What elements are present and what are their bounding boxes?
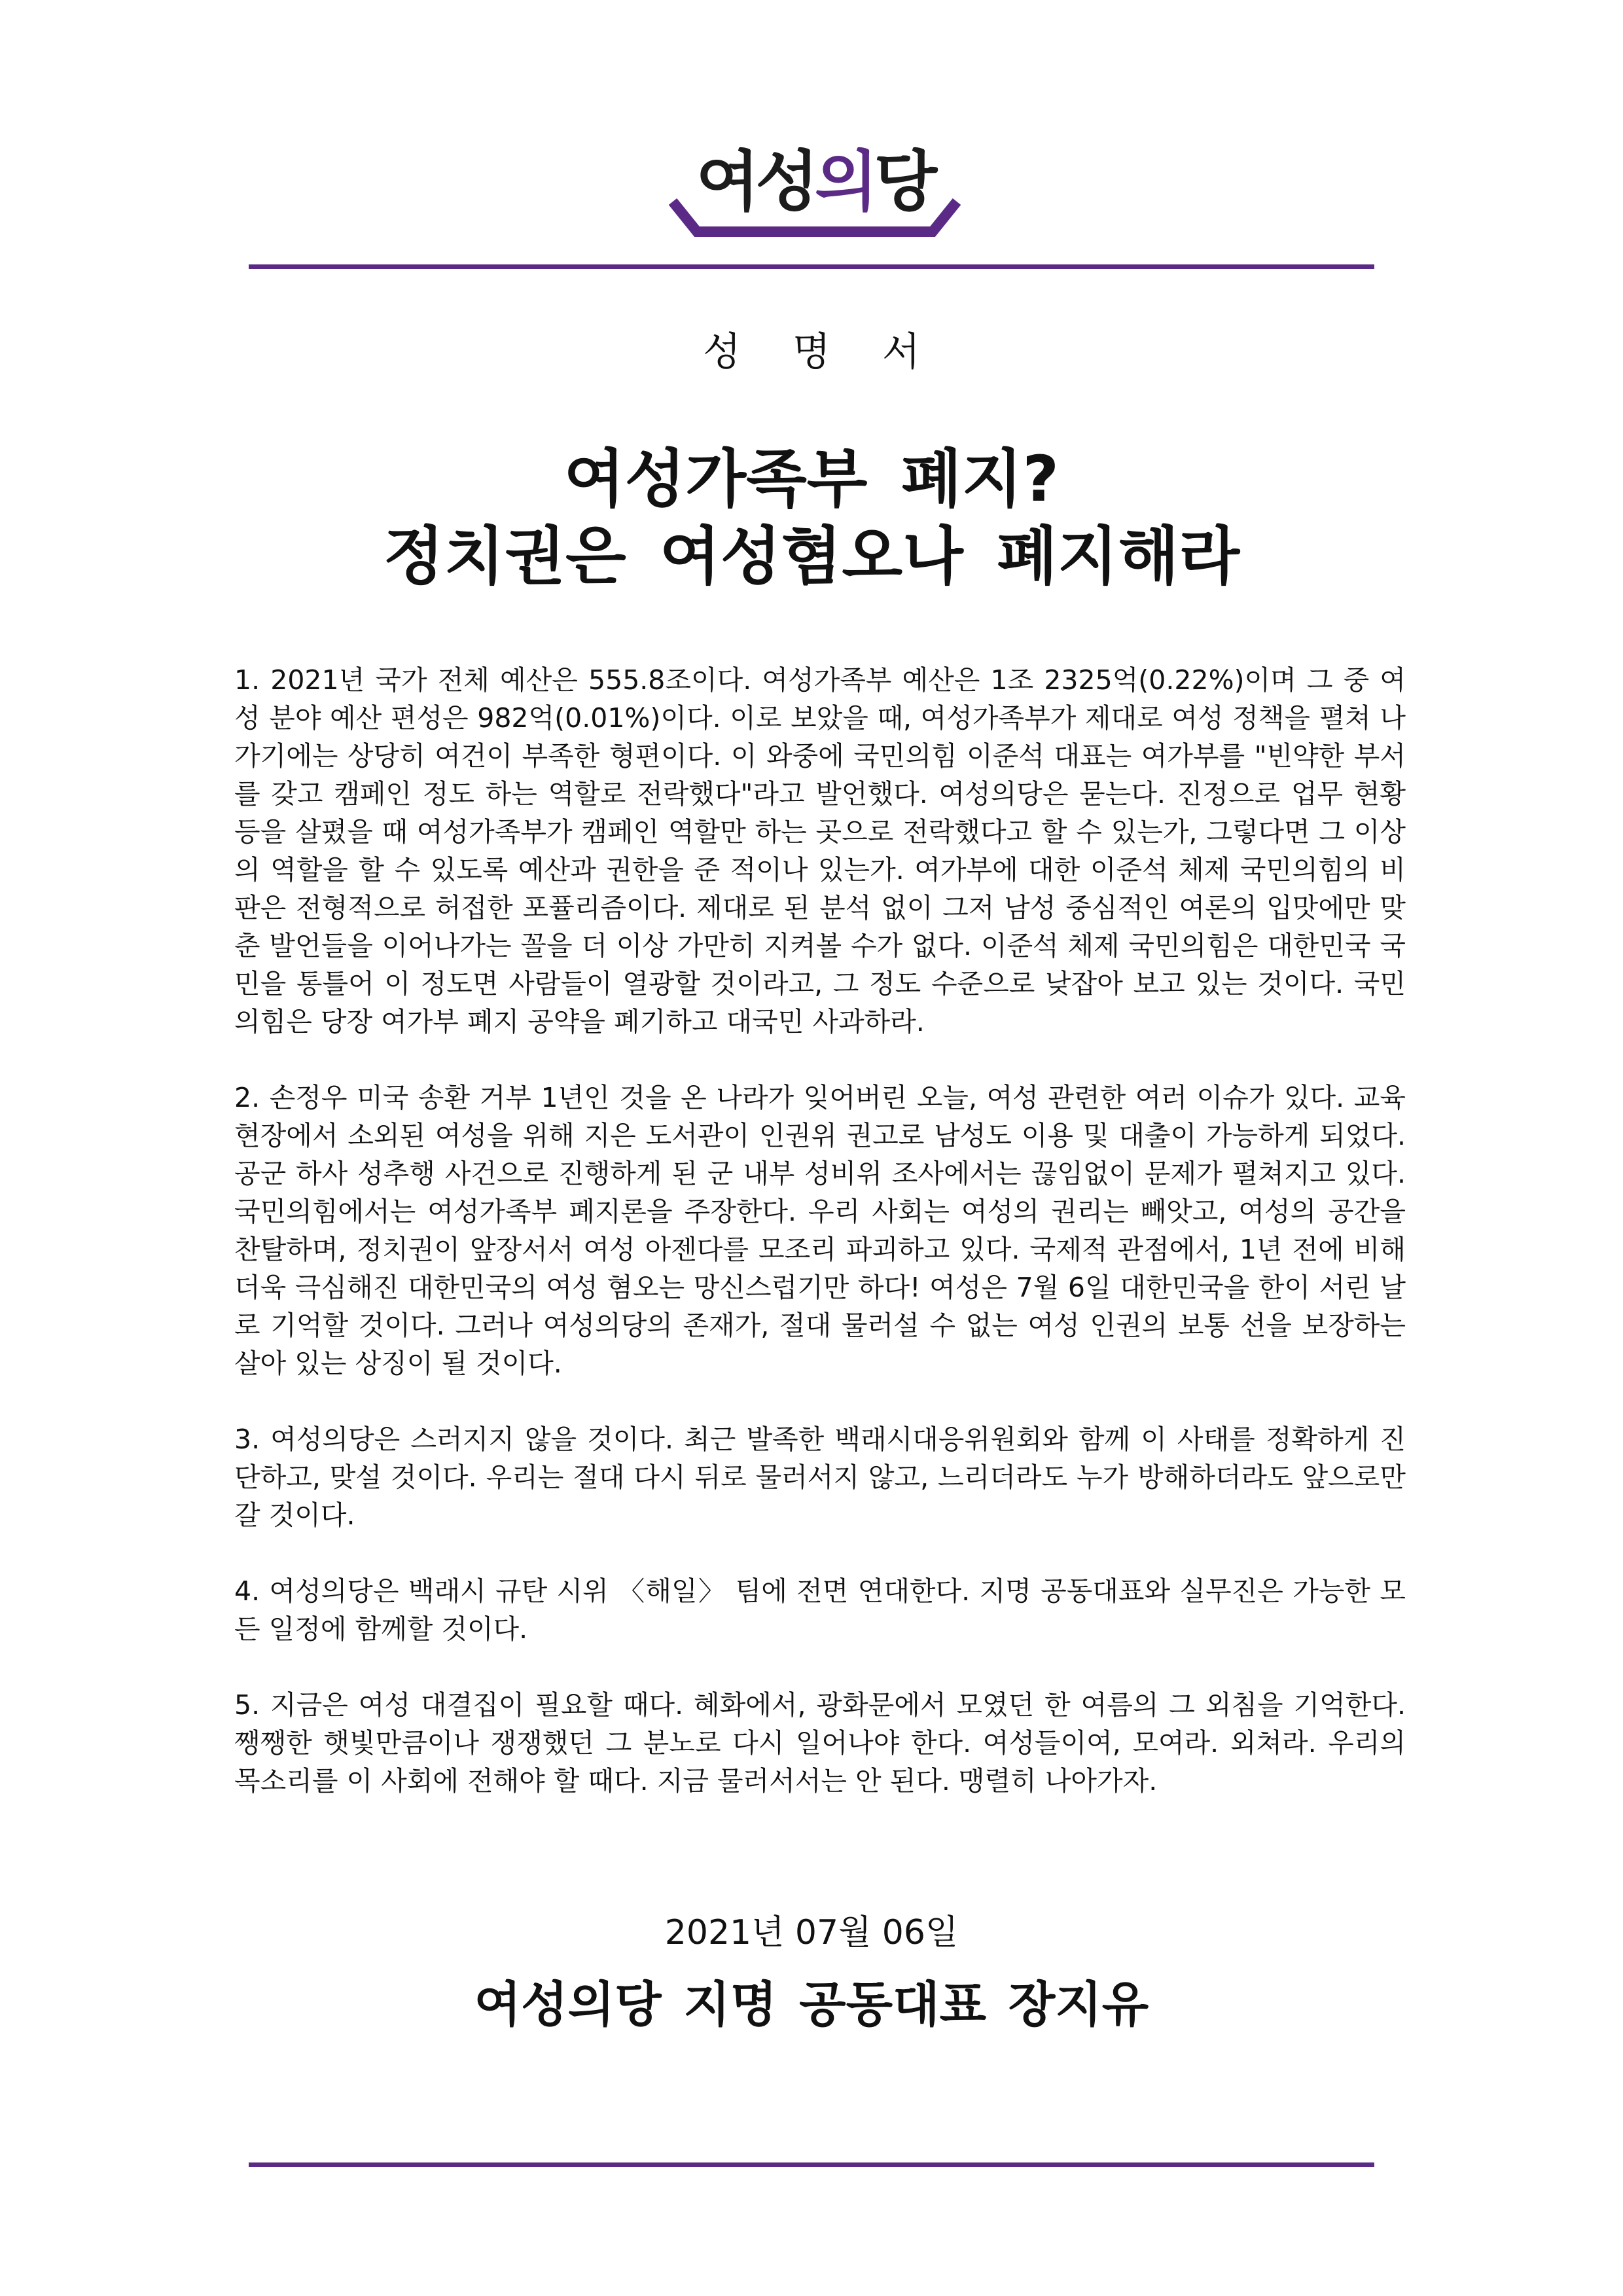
headline-line-2: 정치권은 여성혐오나 폐지해라	[383, 520, 1240, 593]
statement-body	[234, 661, 1406, 1838]
document-type-label: 성 명 서	[702, 329, 940, 375]
logo-text-accent: 의	[814, 143, 874, 220]
top-divider	[249, 264, 1374, 269]
logo-text-part-1: 여성	[696, 143, 815, 220]
logo-text-part-2: 당	[874, 143, 934, 220]
headline-line-1: 여성가족부 폐지?	[563, 442, 1060, 516]
statement-date: 2021년 07월 06일	[664, 1913, 959, 1952]
logo-underline-chevron-icon	[661, 143, 969, 247]
paragraph-5: 5. 지금은 여성 대결집이 필요할 때다. 혜화에서, 광화문에서 모였던 한 여름의 그 외침을 기억한다. 쨍쨍한 햇빛만큼이나 쟁쟁했던 그 분노로 다시 일어나야 한다. 여성들이여, 모여라. 외쳐라. 우리의 목소리를 이 사회에 전해야 할 때다. 지금 물러서서는 안 된다. 맹렬히 나아가자.	[234, 1689, 1406, 1797]
statement-signer: 여성의당 지명 공동대표 장지유	[474, 1977, 1149, 2033]
party-logo	[661, 143, 969, 247]
bottom-divider	[249, 2162, 1374, 2167]
paragraph-4: 4. 여성의당은 백래시 규탄 시위 〈해일〉 팀에 전면 연대한다. 지명 공동대표와 실무진은 가능한 모든 일정에 함께할 것이다.	[234, 1575, 1406, 1645]
paragraph-2: 2. 손정우 미국 송환 거부 1년인 것을 온 나라가 잊어버린 오늘, 여성 관련한 여러 이슈가 있다. 교육 현장에서 소외된 여성을 위해 지은 도서관이 인권위 권고로 남성도 이용 및 대출이 가능하게 되었다. 공군 하사 성추행 사건으로 진행하게 된 군 내부 성비위 조사에서는 끊임없이 문제가 펼쳐지고 있다. 국민의힘에서는 여성가족부 폐지론을 주장한다. 우리 사회는 여성의 권리는 빼앗고, 여성의 공간을 찬탈하며, 정치권이 앞장서서 여성 아젠다를 모조리 파괴하고 있다. 국제적 관점에서, 1년 전에 비해 더욱 극심해진 대한민국의 여성 혐오는 망신스럽기만 하다! 여성은 7월 6일 대한민국을 한이 서린 날로 기억할 것이다. 그러나 여성의당의 존재가, 절대 물러설 수 없는 여성 인권의 보통 선을 보장하는 살아 있는 상징이 될 것이다.	[234, 1082, 1406, 1379]
paragraph-3: 3. 여성의당은 스러지지 않을 것이다. 최근 발족한 백래시대응위원회와 함께 이 사태를 정확하게 진단하고, 맞설 것이다. 우리는 절대 다시 뒤로 물러서지 않고, 느리더라도 누가 방해하더라도 앞으로만 갈 것이다.	[234, 1424, 1406, 1531]
paragraph-1: 1. 2021년 국가 전체 예산은 555.8조이다. 여성가족부 예산은 1조 2325억(0.22%)이며 그 중 여성 분야 예산 편성은 982억(0.01%)이다. 이로 보았을 때, 여성가족부가 제대로 여성 정책을 펼쳐 나가기에는 상당히 여건이 부족한 형편이다. 이 와중에 국민의힘 이준석 대표는 여가부를 "빈약한 부서를 갖고 캠페인 정도 하는 역할로 전락했다"라고 발언했다. 여성의당은 묻는다. 진정으로 업무 현황 등을 살폈을 때 여성가족부가 캠페인 역할만 하는 곳으로 전락했다고 할 수 있는가, 그렇다면 그 이상의 역할을 할 수 있도록 예산과 권한을 준 적이나 있는가. 여가부에 대한 이준석 체제 국민의힘의 비판은 전형적으로 허접한 포퓰리즘이다. 제대로 된 분석 없이 그저 남성 중심적인 여론의 입맛에만 맞춘 발언들을 이어나가는 꼴을 더 이상 가만히 지켜볼 수가 없다. 이준석 체제 국민의힘은 대한민국 국민을 통틀어 이 정도면 사람들이 열광할 것이라고, 그 정도 수준으로 낮잡아 보고 있는 것이다. 국민의힘은 당장 여가부 폐지 공약을 폐기하고 대국민 사과하라.	[234, 664, 1406, 1037]
